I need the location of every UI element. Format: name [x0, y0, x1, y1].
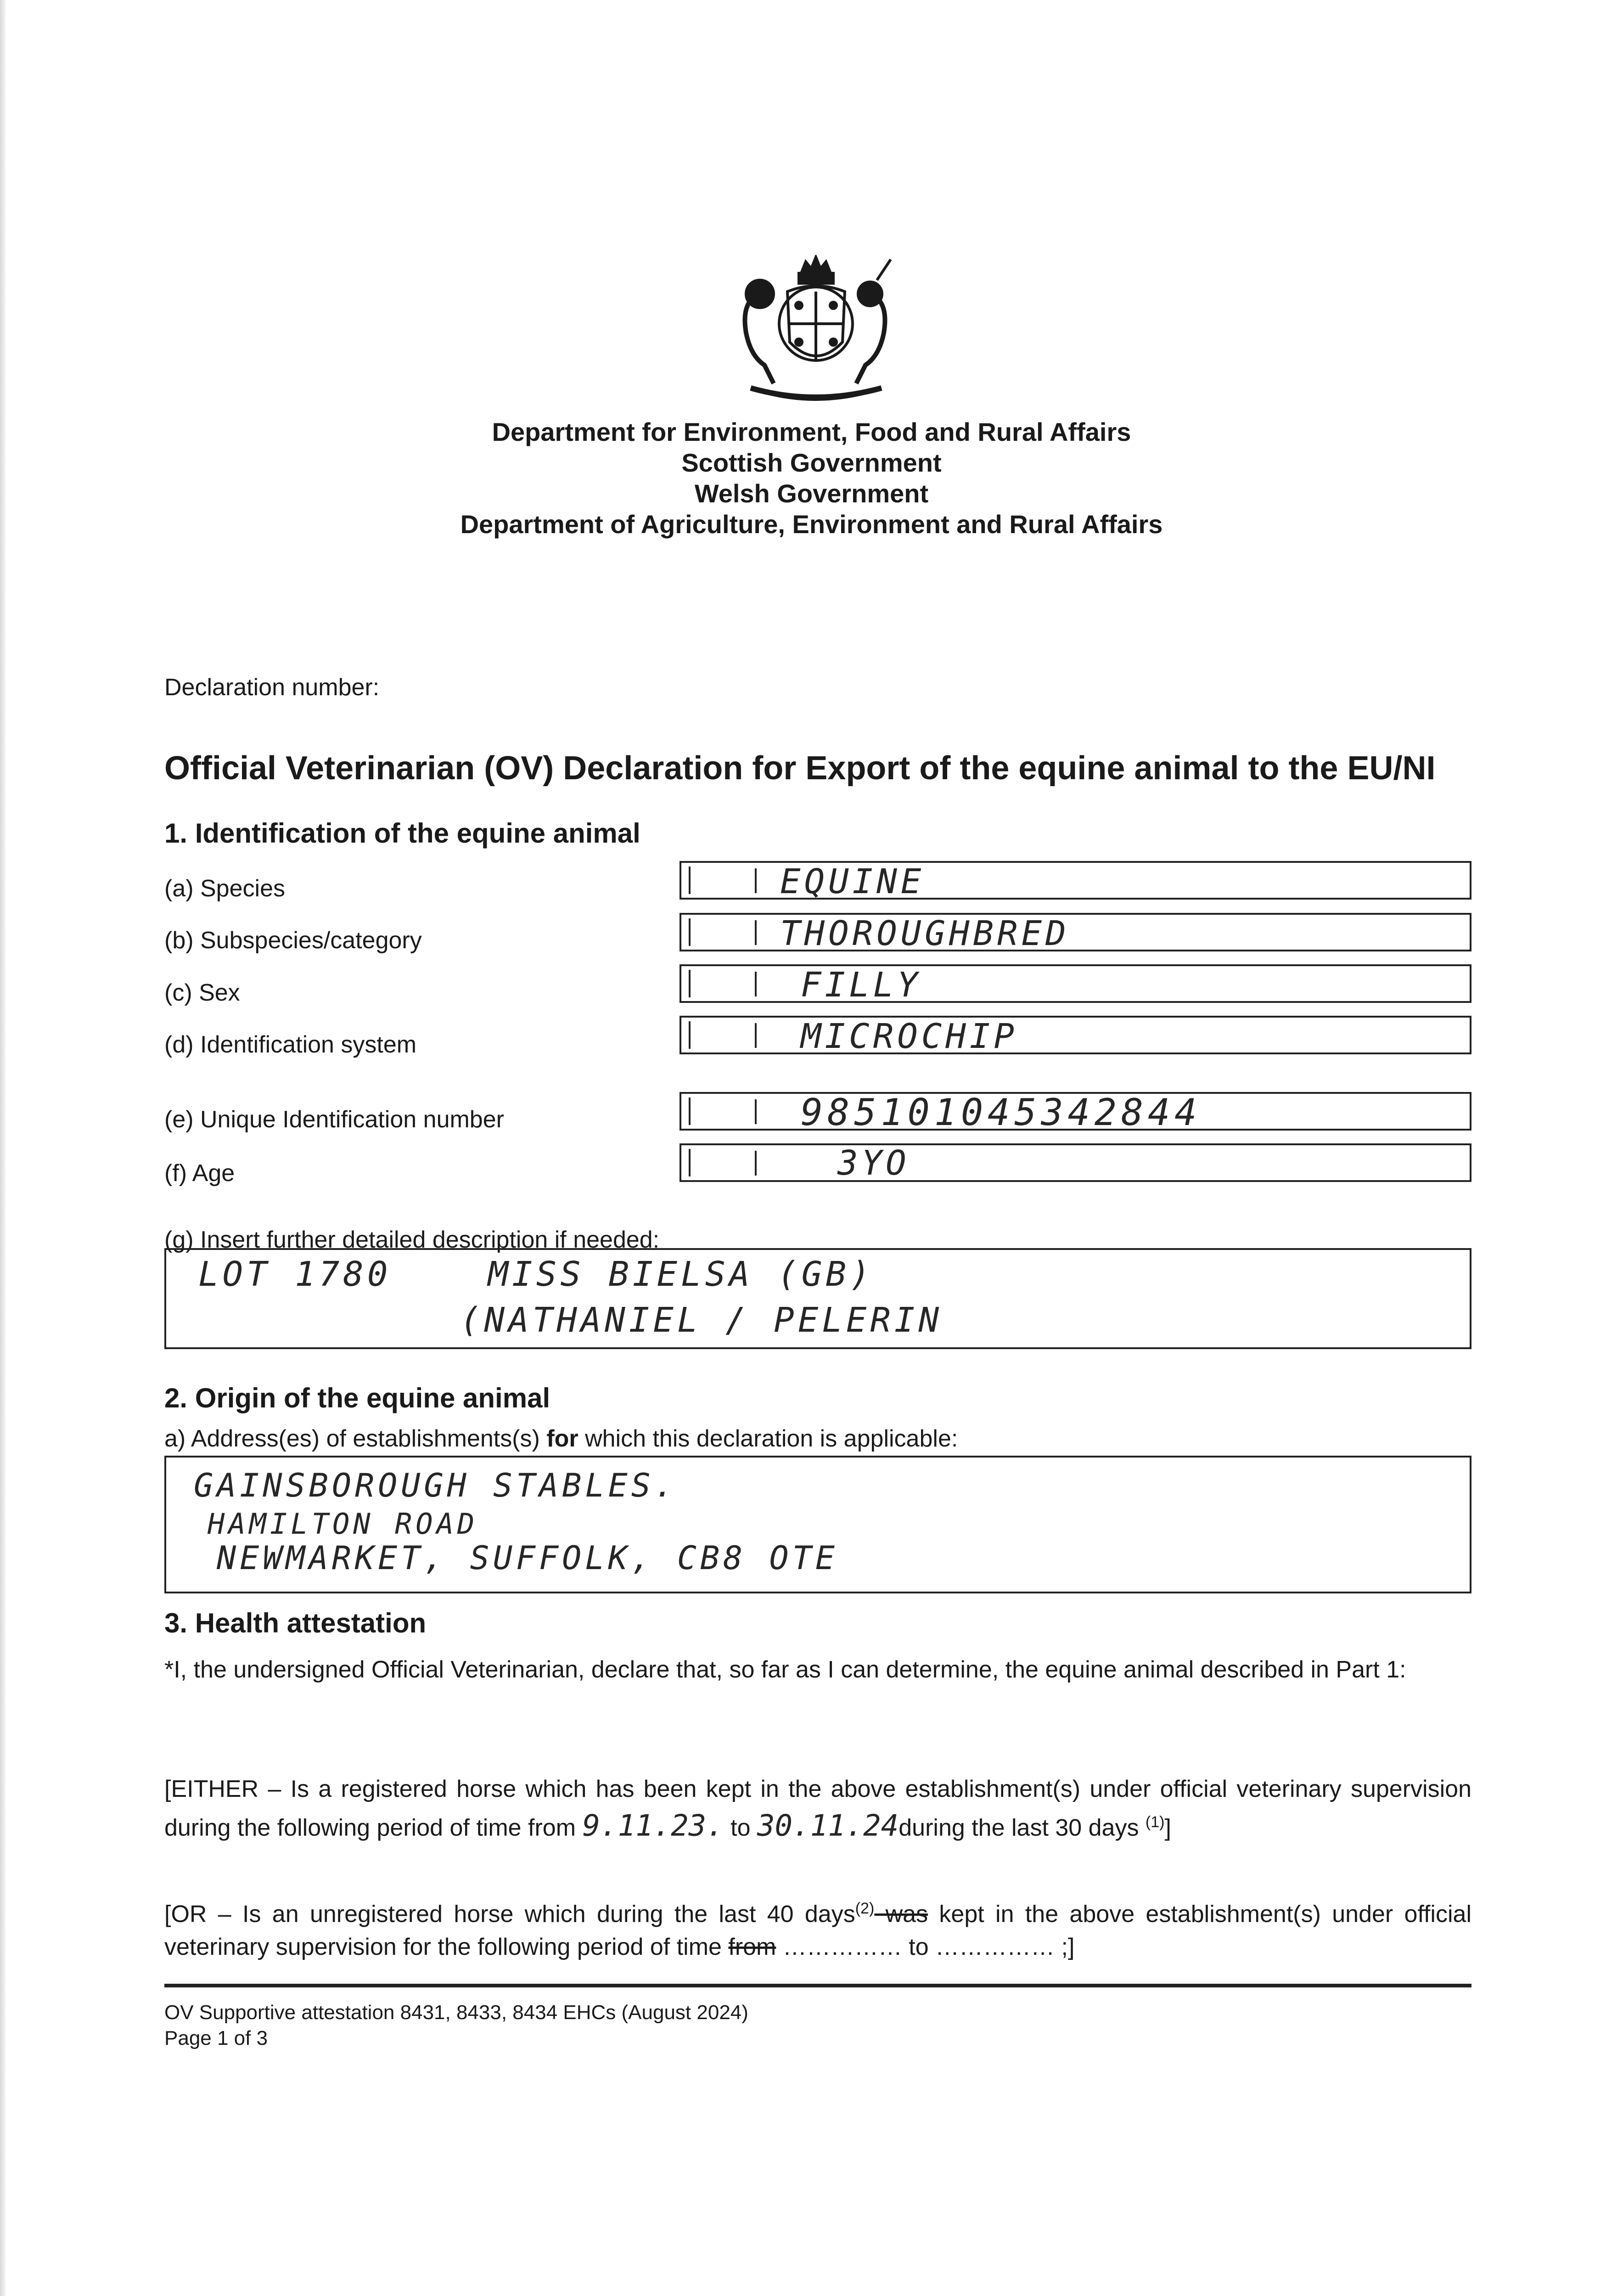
age-field[interactable]	[680, 1143, 1471, 1182]
either-to-date: 30.11.24	[757, 1809, 899, 1843]
section2-heading: 2. Origin of the equine animal	[164, 1383, 550, 1413]
declaration-number-label: Declaration number:	[164, 674, 380, 701]
either-end: ]	[1164, 1814, 1171, 1841]
sex-field[interactable]	[680, 964, 1471, 1003]
or-from-struck: from	[728, 1934, 776, 1961]
description-line-1: LOT 1780 MISS BIELSA (GB)	[198, 1255, 874, 1294]
or-text: [OR – Is an unregistered horse which during the last 40 days	[164, 1901, 855, 1928]
age-value: 3YO	[837, 1143, 910, 1183]
or-mid: kept in the above establishment(s) under official veterinary supervision for the following period of time	[164, 1901, 1471, 1961]
or-was-struck: was	[874, 1901, 928, 1928]
unique-id-label: (e) Unique Identification number	[164, 1106, 504, 1133]
scan-edge	[0, 0, 6, 2296]
species-label: (a) Species	[164, 875, 285, 902]
unique-id-value: 985101045342844	[801, 1091, 1202, 1134]
either-paragraph	[164, 1773, 1471, 1844]
section3-heading: 3. Health attestation	[164, 1608, 427, 1638]
footer-divider	[164, 1984, 1471, 1987]
description-label: (g) Insert further detailed description if needed:	[164, 1227, 660, 1253]
sex-value: FILLY	[801, 965, 921, 1005]
dept-scottish-government: Scottish Government	[681, 448, 942, 477]
dept-daera: Department of Agriculture, Environment and Rural Affairs	[460, 510, 1163, 539]
footnote-2: (2)	[855, 1900, 875, 1917]
attestation-intro: *I, the undersigned Official Veterinarian, declare that, so far as I can determine, the equine animal described in Part 1:	[164, 1656, 1406, 1683]
or-paragraph	[164, 1892, 1471, 1964]
royal-coat-of-arms-icon	[723, 255, 909, 411]
address-label-post: which this declaration is applicable:	[578, 1425, 958, 1452]
address-field[interactable]	[164, 1456, 1471, 1593]
unique-id-field[interactable]	[680, 1091, 1471, 1134]
footer-page-number: Page 1 of 3	[164, 2027, 268, 2049]
species-field[interactable]	[680, 861, 1471, 900]
footer-attestation: OV Supportive attestation 8431, 8433, 8434 EHCs (August 2024)	[164, 2001, 748, 2024]
id-system-field[interactable]	[680, 1016, 1471, 1054]
subspecies-field[interactable]	[680, 913, 1471, 951]
or-end: …………… to …………… ;]	[776, 1934, 1075, 1961]
address-label	[164, 1425, 958, 1452]
dept-welsh-government: Welsh Government	[694, 479, 929, 508]
id-system-value: MICROCHIP	[801, 1017, 1018, 1056]
address-line-2: HAMILTON ROAD	[208, 1507, 478, 1541]
either-from-date: 9.11.23.	[582, 1809, 724, 1843]
age-label: (f) Age	[164, 1160, 235, 1187]
section1-heading: 1. Identification of the equine animal	[164, 818, 640, 849]
description-field[interactable]	[164, 1248, 1471, 1349]
address-label-pre: a) Address(es) of establishments(s)	[164, 1425, 547, 1452]
sex-label: (c) Sex	[164, 979, 240, 1006]
either-to-word: to	[724, 1814, 757, 1841]
species-value: EQUINE	[780, 862, 925, 901]
page-title: Official Veterinarian (OV) Declaration for Export of the equine animal to the EU/NI	[164, 750, 1436, 787]
either-post: during the last 30 days	[899, 1814, 1146, 1841]
address-line-1: GAINSBOROUGH STABLES.	[194, 1467, 678, 1504]
id-system-label: (d) Identification system	[164, 1031, 417, 1058]
description-line-2: (NATHANIEL / PELERIN	[460, 1300, 943, 1340]
subspecies-label: (b) Subspecies/category	[164, 927, 422, 954]
subspecies-value: THOROUGHBRED	[780, 914, 1070, 953]
dept-defra: Department for Environment, Food and Rural Affairs	[492, 417, 1131, 446]
address-line-3: NEWMARKET, SUFFOLK, CB8 OTE	[217, 1539, 838, 1577]
either-text: [EITHER – Is a registered horse which has been kept in the above establishment(s) under official veterinary supervision during the following period of time from	[164, 1776, 1471, 1841]
address-label-bold: for	[546, 1425, 578, 1452]
footnote-1: (1)	[1145, 1813, 1165, 1831]
